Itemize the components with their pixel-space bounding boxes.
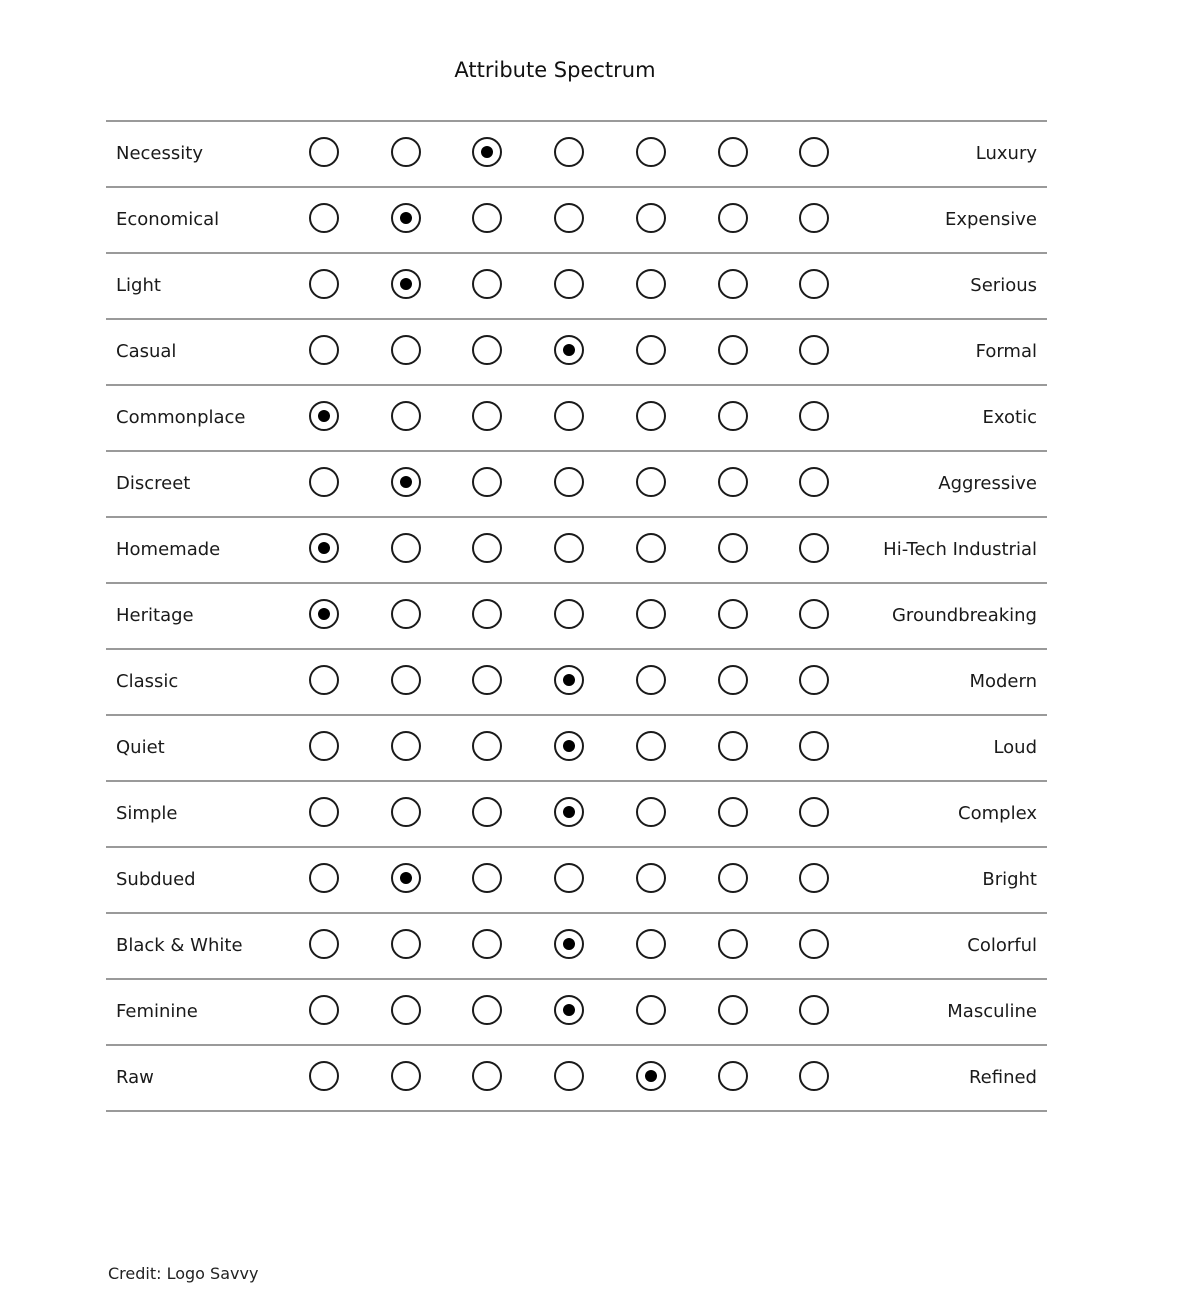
scale-radio-6[interactable]	[718, 533, 748, 563]
left-attribute-label: Heritage	[116, 605, 194, 626]
scale-radio-2[interactable]	[391, 863, 421, 893]
scale-radio-1[interactable]	[309, 467, 339, 497]
scale-radio-3[interactable]	[472, 599, 502, 629]
scale-radio-4[interactable]	[554, 203, 584, 233]
credit-text: Credit: Logo Savvy	[108, 1264, 259, 1283]
scale-radio-4[interactable]	[554, 995, 584, 1025]
table-row	[106, 782, 1047, 848]
scale-radio-3[interactable]	[472, 533, 502, 563]
right-attribute-label: Luxury	[975, 143, 1037, 164]
left-attribute-label: Casual	[116, 341, 177, 362]
scale-radio-7[interactable]	[799, 929, 829, 959]
scale-radio-1[interactable]	[309, 533, 339, 563]
right-attribute-label: Groundbreaking	[891, 605, 1037, 626]
scale-radio-1[interactable]	[309, 269, 339, 299]
scale-radio-1[interactable]	[309, 797, 339, 827]
scale-radio-2[interactable]	[391, 995, 421, 1025]
scale-radio-5[interactable]	[636, 467, 666, 497]
scale-radio-4[interactable]	[554, 137, 584, 167]
scale-radio-6[interactable]	[718, 401, 748, 431]
scale-radio-1[interactable]	[309, 731, 339, 761]
scale-radio-3[interactable]	[472, 335, 502, 365]
table-row	[106, 518, 1047, 584]
scale-radio-4[interactable]	[554, 467, 584, 497]
scale-radio-6[interactable]	[718, 863, 748, 893]
scale-radio-2[interactable]	[391, 533, 421, 563]
table-row	[106, 1046, 1047, 1112]
scale-radio-2[interactable]	[391, 1061, 421, 1091]
left-attribute-label: Classic	[116, 671, 179, 692]
left-attribute-label: Feminine	[116, 1001, 198, 1022]
radio-selected-dot	[645, 1070, 657, 1082]
scale-radio-6[interactable]	[718, 797, 748, 827]
scale-radio-5[interactable]	[636, 533, 666, 563]
scale-radio-3[interactable]	[472, 929, 502, 959]
scale-radio-5[interactable]	[636, 335, 666, 365]
scale-radio-2[interactable]	[391, 269, 421, 299]
scale-radio-7[interactable]	[799, 137, 829, 167]
scale-radio-7[interactable]	[799, 1061, 829, 1091]
right-attribute-label: Complex	[958, 803, 1037, 824]
scale-radio-5[interactable]	[636, 137, 666, 167]
table-row	[106, 452, 1047, 518]
scale-radio-2[interactable]	[391, 401, 421, 431]
scale-radio-7[interactable]	[799, 335, 829, 365]
right-attribute-label: Expensive	[944, 209, 1037, 230]
scale-radio-7[interactable]	[799, 731, 829, 761]
scale-radio-7[interactable]	[799, 467, 829, 497]
scale-radio-5[interactable]	[636, 203, 666, 233]
radio-selected-dot	[563, 806, 575, 818]
scale-radio-4[interactable]	[554, 599, 584, 629]
scale-radio-2[interactable]	[391, 467, 421, 497]
table-row	[106, 716, 1047, 782]
radio-selected-dot	[318, 542, 330, 554]
scale-radio-6[interactable]	[718, 203, 748, 233]
table-row	[106, 122, 1047, 188]
left-attribute-label: Economical	[116, 209, 220, 230]
scale-radio-6[interactable]	[718, 467, 748, 497]
scale-radio-7[interactable]	[799, 203, 829, 233]
table-row	[106, 584, 1047, 650]
right-attribute-label: Serious	[970, 275, 1037, 296]
scale-radio-6[interactable]	[718, 1061, 748, 1091]
scale-radio-1[interactable]	[309, 203, 339, 233]
left-attribute-label: Discreet	[116, 473, 191, 494]
table-row	[106, 320, 1047, 386]
scale-radio-4[interactable]	[554, 1061, 584, 1091]
table-row	[106, 254, 1047, 320]
scale-radio-5[interactable]	[636, 665, 666, 695]
scale-radio-7[interactable]	[799, 599, 829, 629]
scale-radio-5[interactable]	[636, 995, 666, 1025]
left-attribute-label: Necessity	[116, 143, 203, 164]
radio-selected-dot	[400, 872, 412, 884]
scale-radio-2[interactable]	[391, 599, 421, 629]
scale-radio-1[interactable]	[309, 599, 339, 629]
radio-selected-dot	[563, 740, 575, 752]
scale-radio-5[interactable]	[636, 401, 666, 431]
scale-radio-5[interactable]	[636, 1061, 666, 1091]
radio-selected-dot	[563, 1004, 575, 1016]
scale-radio-1[interactable]	[309, 401, 339, 431]
radio-selected-dot	[563, 938, 575, 950]
scale-radio-6[interactable]	[718, 599, 748, 629]
scale-radio-3[interactable]	[472, 797, 502, 827]
right-attribute-label: Hi-Tech Industrial	[883, 539, 1037, 560]
table-row	[106, 914, 1047, 980]
scale-radio-7[interactable]	[799, 533, 829, 563]
scale-radio-2[interactable]	[391, 797, 421, 827]
right-attribute-label: Modern	[969, 671, 1037, 692]
scale-radio-3[interactable]	[472, 401, 502, 431]
scale-radio-2[interactable]	[391, 665, 421, 695]
scale-radio-1[interactable]	[309, 1061, 339, 1091]
page-title: Attribute Spectrum	[454, 58, 656, 82]
scale-radio-4[interactable]	[554, 731, 584, 761]
scale-radio-2[interactable]	[391, 335, 421, 365]
scale-radio-5[interactable]	[636, 797, 666, 827]
scale-radio-3[interactable]	[472, 1061, 502, 1091]
scale-radio-6[interactable]	[718, 335, 748, 365]
scale-radio-6[interactable]	[718, 269, 748, 299]
scale-radio-3[interactable]	[472, 467, 502, 497]
scale-radio-6[interactable]	[718, 137, 748, 167]
scale-radio-3[interactable]	[472, 863, 502, 893]
radio-selected-dot	[318, 608, 330, 620]
scale-radio-7[interactable]	[799, 401, 829, 431]
radio-selected-dot	[400, 476, 412, 488]
table-row	[106, 650, 1047, 716]
scale-radio-1[interactable]	[309, 137, 339, 167]
scale-radio-5[interactable]	[636, 929, 666, 959]
radio-selected-dot	[563, 344, 575, 356]
left-attribute-label: Homemade	[116, 539, 221, 560]
table-row	[106, 980, 1047, 1046]
scale-radio-4[interactable]	[554, 665, 584, 695]
scale-radio-4[interactable]	[554, 335, 584, 365]
left-attribute-label: Black & White	[116, 935, 243, 956]
scale-radio-4[interactable]	[554, 533, 584, 563]
scale-radio-2[interactable]	[391, 731, 421, 761]
scale-radio-1[interactable]	[309, 929, 339, 959]
left-attribute-label: Raw	[116, 1067, 154, 1088]
scale-radio-5[interactable]	[636, 599, 666, 629]
scale-radio-1[interactable]	[309, 665, 339, 695]
radio-selected-dot	[400, 212, 412, 224]
right-attribute-label: Formal	[975, 341, 1037, 362]
scale-radio-4[interactable]	[554, 863, 584, 893]
left-attribute-label: Commonplace	[116, 407, 246, 428]
scale-radio-2[interactable]	[391, 137, 421, 167]
right-attribute-label: Aggressive	[938, 473, 1037, 494]
right-attribute-label: Exotic	[982, 407, 1037, 428]
scale-radio-4[interactable]	[554, 401, 584, 431]
scale-radio-3[interactable]	[472, 731, 502, 761]
scale-radio-2[interactable]	[391, 929, 421, 959]
right-attribute-label: Bright	[982, 869, 1037, 890]
left-attribute-label: Light	[116, 275, 161, 296]
scale-radio-7[interactable]	[799, 269, 829, 299]
scale-radio-1[interactable]	[309, 995, 339, 1025]
scale-radio-5[interactable]	[636, 863, 666, 893]
scale-radio-4[interactable]	[554, 269, 584, 299]
scale-radio-6[interactable]	[718, 929, 748, 959]
left-attribute-label: Simple	[116, 803, 178, 824]
scale-radio-3[interactable]	[472, 665, 502, 695]
scale-radio-3[interactable]	[472, 203, 502, 233]
scale-radio-6[interactable]	[718, 665, 748, 695]
left-attribute-label: Quiet	[116, 737, 165, 758]
radio-selected-dot	[400, 278, 412, 290]
scale-radio-1[interactable]	[309, 863, 339, 893]
scale-radio-7[interactable]	[799, 863, 829, 893]
scale-radio-5[interactable]	[636, 731, 666, 761]
right-attribute-label: Masculine	[947, 1001, 1037, 1022]
scale-radio-7[interactable]	[799, 995, 829, 1025]
scale-radio-7[interactable]	[799, 665, 829, 695]
right-attribute-label: Loud	[993, 737, 1037, 758]
left-attribute-label: Subdued	[116, 869, 196, 890]
attribute-table	[106, 120, 1047, 1112]
table-row	[106, 386, 1047, 452]
right-attribute-label: Refined	[968, 1067, 1037, 1088]
scale-radio-2[interactable]	[391, 203, 421, 233]
scale-radio-7[interactable]	[799, 797, 829, 827]
table-row	[106, 188, 1047, 254]
table-row	[106, 848, 1047, 914]
scale-radio-5[interactable]	[636, 269, 666, 299]
right-attribute-label: Colorful	[967, 935, 1037, 956]
scale-radio-6[interactable]	[718, 731, 748, 761]
scale-radio-1[interactable]	[309, 335, 339, 365]
scale-radio-3[interactable]	[472, 269, 502, 299]
scale-radio-3[interactable]	[472, 137, 502, 167]
scale-radio-4[interactable]	[554, 797, 584, 827]
radio-selected-dot	[318, 410, 330, 422]
scale-radio-4[interactable]	[554, 929, 584, 959]
scale-radio-3[interactable]	[472, 995, 502, 1025]
radio-selected-dot	[481, 146, 493, 158]
scale-radio-6[interactable]	[718, 995, 748, 1025]
radio-selected-dot	[563, 674, 575, 686]
